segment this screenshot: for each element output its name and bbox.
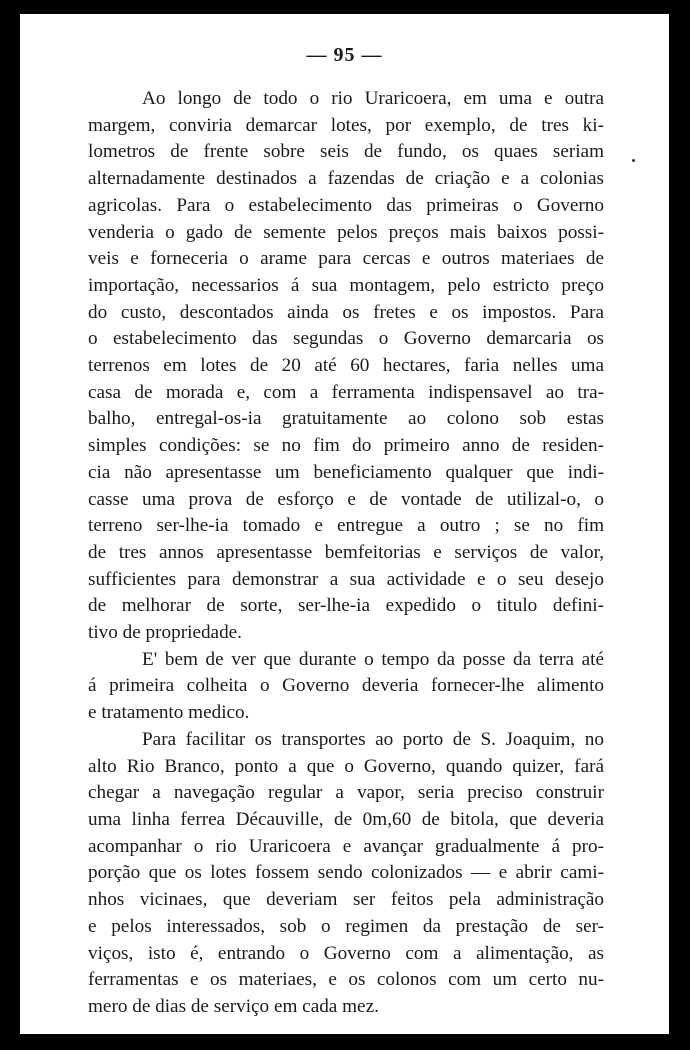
text-line: e tratamento medico. bbox=[88, 702, 250, 724]
text-line: mero de dias de serviço em cada mez. bbox=[88, 995, 379, 1017]
text-line: E' bem de ver que durante o tempo da posse da terra até bbox=[142, 648, 604, 670]
text-line: balho, entregal-os-ia gratuitamente ao colono sob estas bbox=[88, 408, 604, 430]
text-line: o estabelecimento das segundas o Governo demarcaria os bbox=[88, 328, 604, 350]
text-line: cia não apresentasse um beneficiamento qualquer que indi- bbox=[88, 461, 604, 483]
text-line: terreno ser-lhe-ia tomado e entregue a outro ; se no fim bbox=[88, 515, 604, 537]
text-line: alternadamente destinados a fazendas de criação e a colonias bbox=[88, 168, 604, 190]
text-line: tivo de propriedade. bbox=[88, 622, 242, 644]
page-number: — 95 — bbox=[306, 44, 383, 66]
text-line: casa de morada e, com a ferramenta indispensavel ao tra- bbox=[88, 381, 604, 403]
text-line: alto Rio Branco, ponto a que o Governo, quando quizer, fará bbox=[88, 755, 604, 777]
text-line: do custo, descontados ainda os fretes e os impostos. Para bbox=[88, 301, 604, 323]
text-line: e pelos interessados, sob o regimen da prestação de ser- bbox=[88, 915, 604, 937]
text-line: á primeira colheita o Governo deveria fornecer-lhe alimento bbox=[88, 675, 604, 697]
text-line: agricolas. Para o estabelecimento das primeiras o Governo bbox=[88, 194, 604, 216]
text-line: chegar a navegação regular a vapor, seria preciso construir bbox=[88, 782, 604, 804]
text-line: lometros de frente sobre seis de fundo, os quaes seriam bbox=[88, 141, 604, 163]
text-line: nhos vicinaes, que deveriam ser feitos pela administração bbox=[88, 889, 604, 911]
text-line: veis e forneceria o arame para cercas e outros materiaes de bbox=[88, 248, 604, 270]
text-line: porção que os lotes fossem sendo colonizados — e abrir cami- bbox=[88, 862, 604, 884]
text-line: Para facilitar os transportes ao porto de S. Joaquim, no bbox=[142, 728, 604, 750]
text-line: sufficientes para demonstrar a sua actividade e o seu desejo bbox=[88, 568, 604, 590]
paragraph bbox=[88, 727, 604, 1021]
ink-speck bbox=[632, 159, 635, 162]
text-line: margem, conviria demarcar lotes, por exemplo, de tres ki- bbox=[88, 114, 604, 136]
text-line: simples condições: se no fim do primeiro anno de residen- bbox=[88, 435, 604, 457]
text-line: de melhorar de sorte, ser-lhe-ia expedido o titulo defini- bbox=[88, 595, 604, 617]
text-line: casse uma prova de esforço e de vontade de utilizal-o, o bbox=[88, 488, 604, 510]
text-line: ferramentas e os materiaes, e os colonos com um certo nu- bbox=[88, 969, 604, 991]
paragraph bbox=[88, 647, 604, 727]
book-page bbox=[20, 14, 669, 1034]
text-line: Ao longo de todo o rio Uraricoera, em uma e outra bbox=[142, 88, 604, 109]
text-line: venderia o gado de semente pelos preços mais baixos possi- bbox=[88, 221, 604, 243]
paragraph bbox=[88, 86, 604, 647]
text-line: de tres annos apresentasse bemfeitorias e serviços de valor, bbox=[88, 541, 604, 563]
text-line: viços, isto é, entrando o Governo com a alimentação, as bbox=[88, 942, 604, 964]
body-text bbox=[88, 86, 604, 1021]
text-line: terrenos em lotes de 20 até 60 hectares, faria nelles uma bbox=[88, 355, 604, 377]
text-line: uma linha ferrea Décauville, de 0m,60 de bitola, que deveria bbox=[88, 808, 604, 830]
text-line: importação, necessarios á sua montagem, pelo estricto preço bbox=[88, 274, 604, 296]
text-line: acompanhar o rio Uraricoera e avançar gradualmente á pro- bbox=[88, 835, 604, 857]
